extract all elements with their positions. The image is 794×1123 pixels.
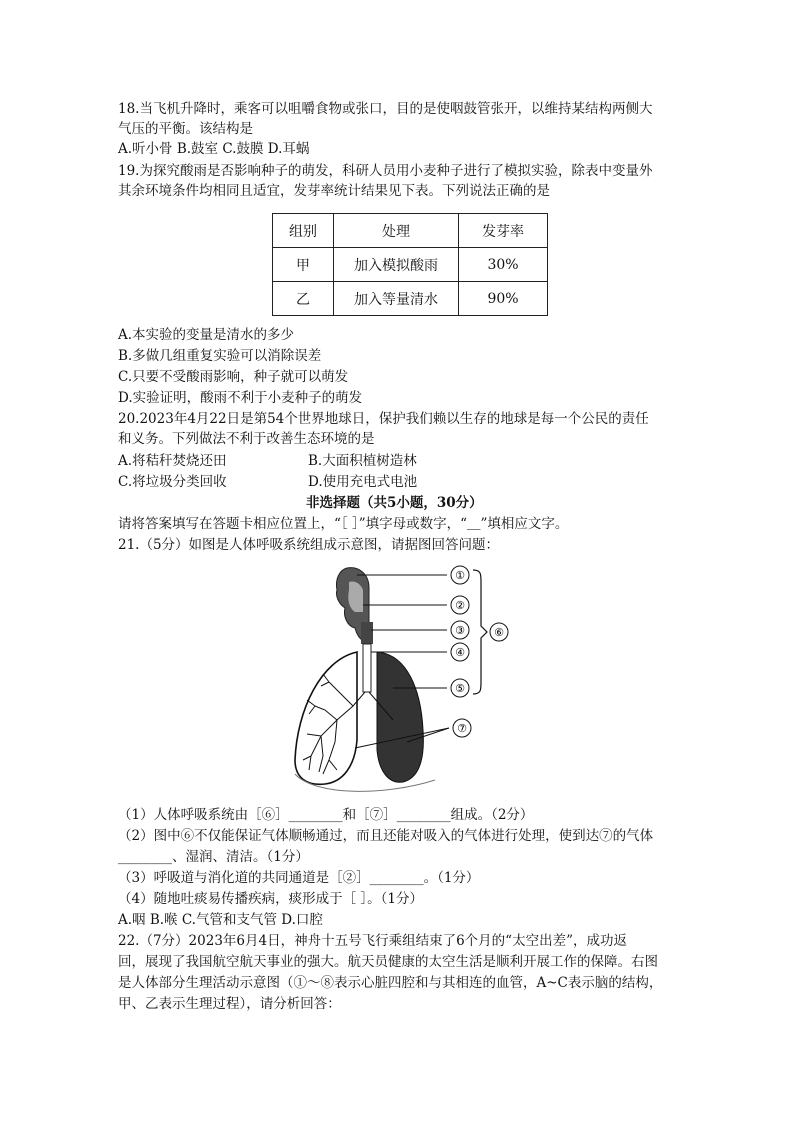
label-circle-1 [451,566,469,584]
table-header: 发芽率 [459,214,548,248]
table-header-row [273,214,548,248]
q19-option-b: B.多做几组重复实验可以消除误差 [118,348,322,364]
q21-sub3: （3）呼吸道与消化道的共同通道是［②］________。（1分） [118,870,480,886]
q19-option-a: A.本实验的变量是清水的多少 [118,327,295,343]
q19-option-c: C.只要不受酸雨影响，种子就可以萌发 [118,369,349,385]
table-cell: 乙 [273,282,334,316]
svg-text:②: ② [455,599,465,612]
label-circle-7 [453,719,471,737]
q20-option-b: B.大面积植树造林 [308,453,417,469]
q21-intro: 21.（5分）如图是人体呼吸系统组成示意图，请据图回答问题： [118,537,500,553]
q18-stem-line1: 18.当飞机升降时，乘客可以咀嚼食物或张口，目的是使咽鼓管张开，以维持某结构两侧大 [118,101,653,117]
table-cell: 加入等量清水 [334,282,459,316]
svg-text:③: ③ [455,624,465,637]
table-cell: 30% [459,248,548,282]
lung-right-side [377,652,423,782]
q21-options: A.咽 B.喉 C.气管和支气管 D.口腔 [118,912,323,928]
table-header: 处理 [334,214,459,248]
label-circle-2 [451,596,469,614]
q21-sub2-line2: ________、湿润、清洁。（1分） [118,849,309,865]
q19-stem-line1: 19.为探究酸雨是否影响种子的萌发，科研人员用小麦种子进行了模拟实验，除表中变量外 [118,163,653,179]
label-circle-3 [451,621,469,639]
q20-option-a: A.将秸秆焚烧还田 [118,453,227,469]
svg-text:⑥: ⑥ [494,626,504,639]
larynx-shape [361,622,373,644]
q21-sub1: （1）人体呼吸系统由［⑥］________和［⑦］________组成。（2分） [118,807,534,823]
table-row [273,282,548,316]
q21-sub4: （4）随地吐痰易传播疾病，痰形成于［ ］。（1分） [118,891,423,907]
table-cell: 90% [459,282,548,316]
lung-left-side [295,652,357,784]
label-circle-4 [451,643,469,661]
q21-sub2-line1: （2）图中⑥不仅能保证气体顺畅通过，而且还能对吸入的气体进行处理，使到达⑦的气体 [118,828,654,844]
q22-stem-line2: 回，展现了我国航空航天事业的强大。航天员健康的太空生活是顺利开展工作的保障。右图 [118,954,658,970]
table-header: 组别 [273,214,334,248]
svg-text:⑦: ⑦ [457,722,467,735]
label-circle-6 [490,623,508,641]
svg-text:⑤: ⑤ [455,682,465,695]
q20-option-c: C.将垃圾分类回收 [118,474,227,490]
trachea-shape [363,644,371,692]
q19-option-d: D.实验证明，酸雨不利于小麦种子的萌发 [118,390,363,406]
respiratory-system-diagram [285,560,515,795]
q22-stem-line4: 甲、乙表示生理过程），请分析回答： [118,996,341,1012]
section-instruction: 请将答案填写在答题卡相应位置上，“［ ］”填字母或数字，“＿”填相应文字。 [118,516,569,532]
svg-text:①: ① [455,569,465,582]
q20-option-d: D.使用充电式电池 [308,474,418,490]
table-cell: 甲 [273,248,334,282]
q22-stem-line1: 22.（7分）2023年6月4日，神舟十五号飞行乘组结束了6个月的“太空出差”，成功返 [118,933,627,949]
table-row [273,248,548,282]
q20-stem-line1: 20.2023年4月22日是第54个世界地球日，保护我们赖以生存的地球是每一个公民的责任 [118,411,649,427]
q18-options: A.听小骨 B.鼓室 C.鼓膜 D.耳蜗 [118,141,310,157]
germination-table [272,213,548,316]
section-title: 非选择题（共5小题，30分） [306,495,483,511]
q22-stem-line3: 是人体部分生理活动示意图（①～⑧表示心脏四腔和与其相连的血管，A~C表示脑的结构， [118,975,663,991]
q20-stem-line2: 和义务。下列做法不利于改善生态环境的是 [118,431,375,447]
svg-text:④: ④ [455,646,465,659]
q19-stem-line2: 其余环境条件均相同且适宜，发芽率统计结果见下表。下列说法正确的是 [118,183,550,199]
table-cell: 加入模拟酸雨 [334,248,459,282]
bracket-6 [473,570,487,694]
label-circle-5 [451,679,469,697]
q18-stem-line2: 气压的平衡。该结构是 [118,121,253,137]
